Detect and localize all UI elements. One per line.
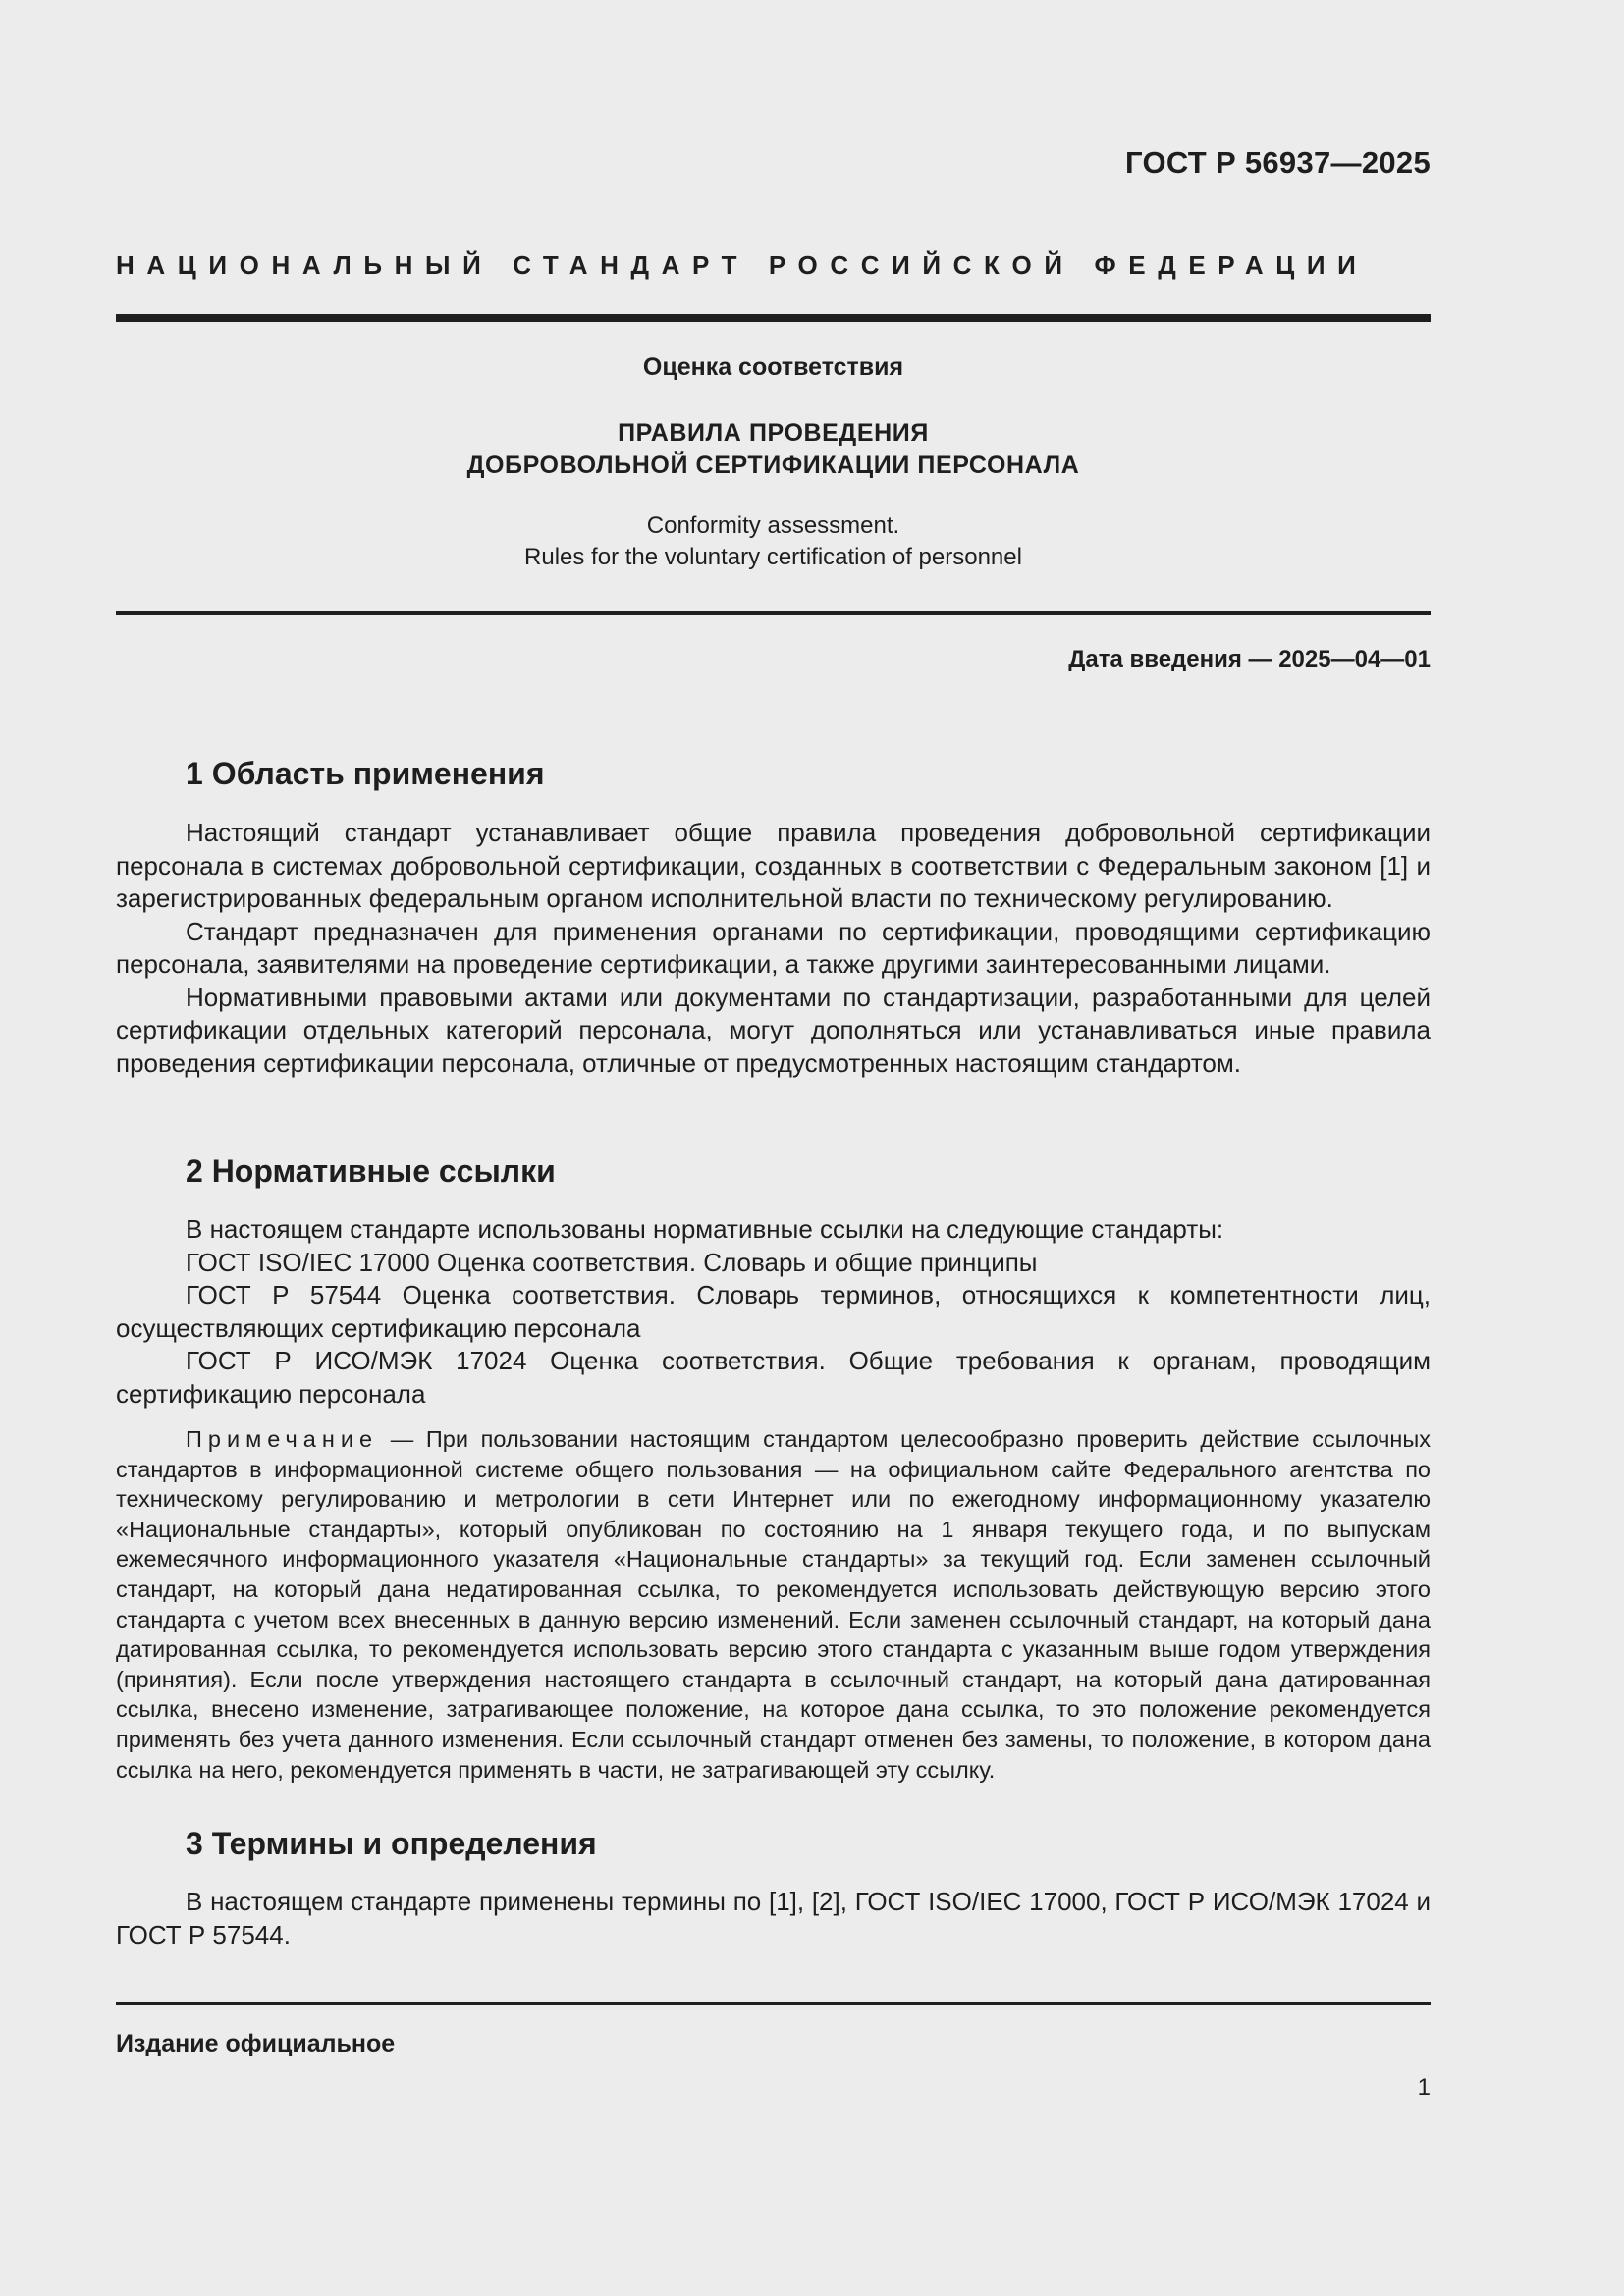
title-ru-line1: ПРАВИЛА ПРОВЕДЕНИЯ <box>618 419 929 447</box>
section-3-heading: 3 Термины и определения <box>186 1826 597 1861</box>
section-1-paragraph: Нормативными правовыми актами или документами по стандартизации, разработанными для целей сертификации отдельных категорий персонала, могут дополняться или устанавливаться иные правила проведения сертификации персонала, отличные от предусмотренных настоящим стандартом. <box>116 982 1431 1078</box>
top-divider <box>116 314 1431 322</box>
title-en-line2: Rules for the voluntary certification of personnel <box>524 544 1022 570</box>
normative-reference: ГОСТ ISO/IEC 17000 Оценка соответствия. Словарь и общие принципы <box>186 1247 1038 1277</box>
section-1-paragraph: Настоящий стандарт устанавливает общие правила проведения добровольной сертификации персонала в системах добровольной сертификации, созданных в соответствии с Федеральным законом [1] и зарегистрированных федеральным органом исполнительной власти по техническому регулированию. <box>116 818 1431 913</box>
section-3-paragraph: В настоящем стандарте применены термины по [1], [2], ГОСТ ISO/IEC 17000, ГОСТ Р ИСО/МЭК 17024 и ГОСТ Р 57544. <box>116 1887 1431 1949</box>
introduction-date: Дата введения — 2025—04—01 <box>1068 646 1431 672</box>
section-2-heading: 2 Нормативные ссылки <box>186 1153 556 1189</box>
section-1-body <box>116 817 1431 1080</box>
note-label: Примечание <box>186 1426 379 1452</box>
standard-title-en <box>116 510 1431 573</box>
title-divider <box>116 611 1431 615</box>
section-3-body <box>116 1886 1431 1951</box>
standard-subject: Оценка соответствия <box>642 353 904 381</box>
footer-divider <box>116 2002 1431 2005</box>
normative-reference: ГОСТ Р 57544 Оценка соответствия. Словарь терминов, относящихся к компетентности лиц, осуществляющих сертификацию персонала <box>116 1280 1431 1343</box>
page-number: 1 <box>1417 2074 1431 2101</box>
document-number: ГОСТ Р 56937—2025 <box>1125 145 1431 180</box>
official-edition-label: Издание официальное <box>116 2030 396 2057</box>
section-1-paragraph: Стандарт предназначен для применения органами по сертификации, проводящими сертификацию персонала, заявителями на проведение сертификации, а также другими заинтересованными лицами. <box>116 916 1431 979</box>
normative-reference: ГОСТ Р ИСО/МЭК 17024 Оценка соответствия. Общие требования к органам, проводящим сертификацию персонала <box>116 1346 1431 1409</box>
standard-title-ru <box>116 417 1431 482</box>
section-2-body <box>116 1213 1431 1411</box>
title-ru-line2: ДОБРОВОЛЬНОЙ СЕРТИФИКАЦИИ ПЕРСОНАЛА <box>466 452 1080 479</box>
title-en-line1: Conformity assessment. <box>646 512 900 539</box>
section-1-heading: 1 Область применения <box>186 756 545 791</box>
note-text: — При пользовании настоящим стандартом целесообразно проверить действие ссылочных стандартов в информационной системе общего пользования — на официальном сайте Федерального агентства по техническому регулированию и метрологии в сети Интернет или по ежегодному информационному указателю «Национальные стандарты», который опубликован по состоянию на 1 января текущего года, и по выпускам ежемесячного информационного указателя «Национальные стандарты» за текущий год. Если заменен ссылочный стандарт, на который дана недатированная ссылка, то рекомендуется использовать действующую версию этого стандарта с учетом всех внесенных в данную версию изменений. Если заменен ссылочный стандарт, на который дана датированная ссылка, то рекомендуется использовать версию этого стандарта с указанным выше годом утверждения (принятия). Если после утверждения настоящего стандарта в ссылочный стандарт, на который дана датированная ссылка, внесено изменение, затрагивающее положение, на которое дана ссылка, то это положение рекомендуется применять без учета данного изменения. Если ссылочный стандарт отменен без замены, то положение, в котором дана ссылка на него, рекомендуется применять в части, не затрагивающей эту ссылку. <box>116 1426 1431 1783</box>
national-standard-banner: НАЦИОНАЛЬНЫЙ СТАНДАРТ РОССИЙСКОЙ ФЕДЕРАЦИИ <box>116 250 1369 280</box>
section-2-intro: В настоящем стандарте использованы нормативные ссылки на следующие стандарты: <box>186 1214 1224 1244</box>
section-2-note <box>116 1424 1431 1785</box>
